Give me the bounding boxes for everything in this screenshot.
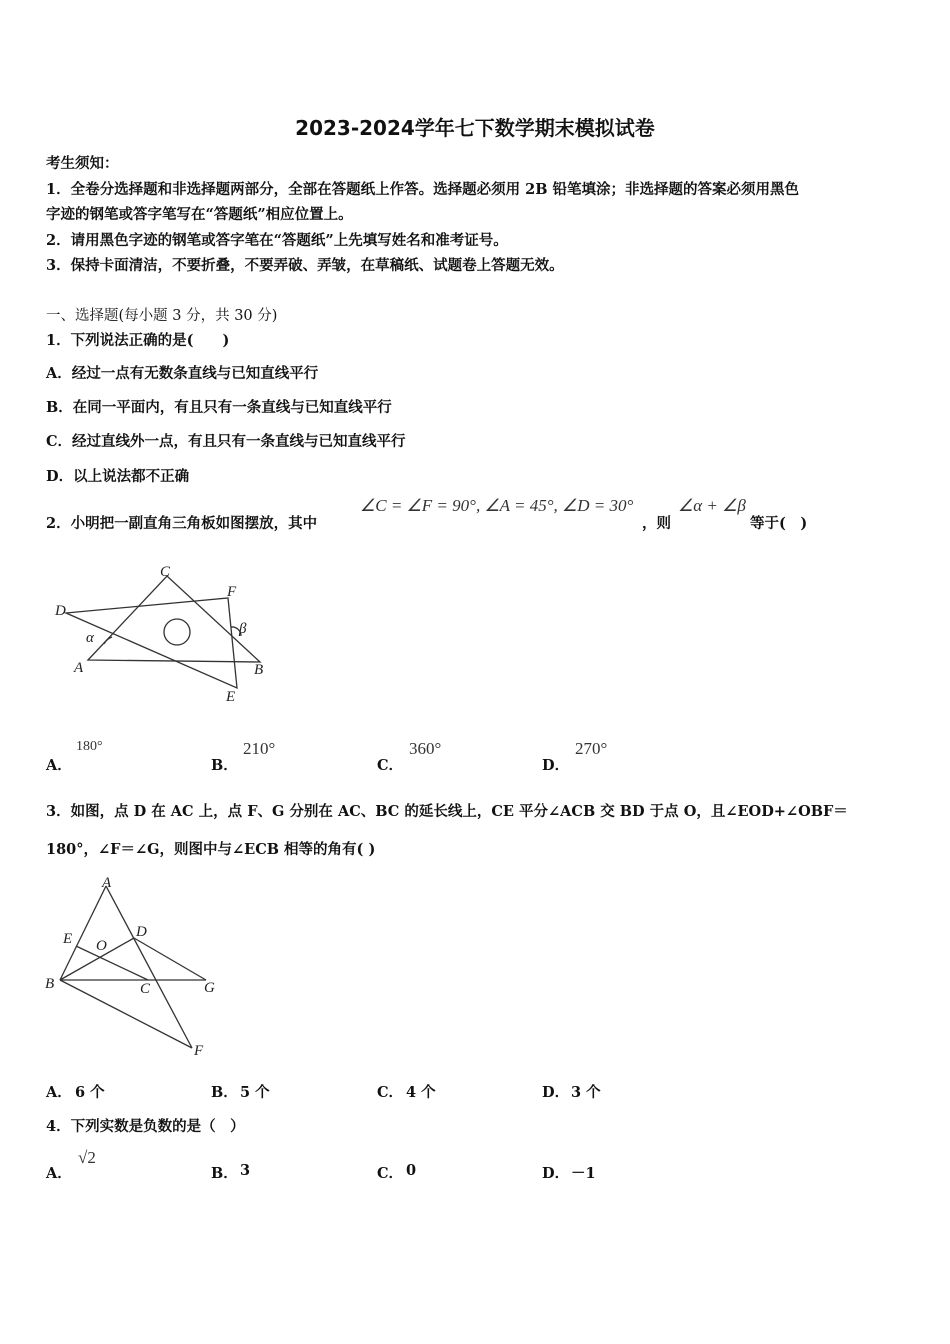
q3-label-o: O [96, 938, 107, 954]
q3-label-c: C [140, 981, 151, 997]
notice-line-1a: 1．全卷分选择题和非选择题两部分，全部在答题纸上作答。选择题必须用 2B 铅笔填涂；非选择题的答案必须用黑色 [46, 181, 800, 198]
q2-option-c-value: 360° [409, 739, 442, 758]
q3-option-c-value: 4 个 [406, 1084, 436, 1101]
q2-label-beta: β [239, 621, 247, 637]
q4-option-d-value: －1 [571, 1165, 596, 1182]
q2-formula-2: ∠α + ∠β [678, 496, 746, 515]
q2-option-a-label: A． [46, 757, 72, 774]
q3-label-g: G [204, 980, 215, 996]
q2-option-b-value: 210° [243, 739, 276, 758]
q4-option-a-value: √2 [78, 1148, 96, 1167]
q2-label-c: C [160, 564, 171, 580]
q3-option-b-label: B． [211, 1084, 238, 1101]
q4-option-c-label: C． [377, 1165, 404, 1182]
q3-option-d-value: 3 个 [571, 1084, 601, 1101]
q3-stem-line-1: 3．如图，点 D 在 AC 上，点 F、G 分别在 AC、BC 的延长线上，CE 平分∠ACB 交 BD 于点 O，且∠EOD+∠OBF＝ [46, 803, 848, 820]
notice-line-1b: 字迹的钢笔或答字笔写在“答题纸”相应位置上。 [46, 206, 353, 223]
q3-figure [40, 872, 230, 1062]
q2-label-d: D [55, 603, 66, 619]
q3-label-b: B [45, 976, 55, 992]
q2-option-d-value: 270° [575, 739, 608, 758]
page-title: 2023-2024学年七下数学期末模拟试卷 [295, 116, 655, 140]
q3-option-b-value: 5 个 [240, 1084, 270, 1101]
q1-option-a: A．经过一点有无数条直线与已知直线平行 [46, 365, 319, 382]
notice-line-2: 2．请用黑色字迹的钢笔或答字笔在“答题纸”上先填写姓名和准考证号。 [46, 232, 508, 249]
q4-stem: 4．下列实数是负数的是（ ） [46, 1118, 245, 1135]
q2-stem-pre: 2．小明把一副直角三角板如图摆放，其中 [46, 515, 318, 532]
q2-label-f: F [227, 584, 237, 600]
q3-option-d-label: D． [542, 1084, 570, 1101]
q3-label-e: E [63, 931, 73, 947]
q4-option-b-value: 3 [240, 1162, 251, 1179]
q4-option-d-label: D． [542, 1165, 570, 1182]
q2-formula: ∠C = ∠F = 90°, ∠A = 45°, ∠D = 30° [360, 496, 634, 515]
notice-line-3: 3．保持卡面清洁，不要折叠，不要弄破、弄皱，在草稿纸、试题卷上答题无效。 [46, 257, 564, 274]
section-heading: 一、选择题(每小题 3 分，共 30 分) [46, 308, 278, 324]
q2-label-alpha: α [86, 630, 94, 646]
q2-option-b-label: B． [211, 757, 238, 774]
q2-label-e: E [226, 689, 236, 705]
q2-figure-circle [164, 619, 190, 645]
q3-label-d: D [136, 924, 147, 940]
q3-label-a: A [102, 875, 112, 891]
q1-option-b: B．在同一平面内，有且只有一条直线与已知直线平行 [46, 399, 392, 416]
q2-figure-triangles [40, 560, 280, 710]
q2-option-c-label: C． [377, 757, 404, 774]
q1-option-c: C．经过直线外一点，有且只有一条直线与已知直线平行 [46, 433, 406, 450]
q2-label-a: A [74, 660, 84, 676]
q1-option-d: D．以上说法都不正确 [46, 468, 190, 485]
q2-stem-post: 等于( ) [750, 515, 808, 532]
q2-option-d-label: D． [542, 757, 570, 774]
q3-line-af [106, 886, 192, 1048]
q3-label-f: F [194, 1043, 204, 1059]
q1-stem: 1．下列说法正确的是( ) [46, 332, 230, 349]
q3-option-a-label: A． [46, 1084, 72, 1101]
q3-line-bf [60, 980, 192, 1048]
q4-option-b-label: B． [211, 1165, 238, 1182]
q4-option-a-label: A． [46, 1165, 72, 1182]
q2-option-a-value: 180° [76, 739, 103, 754]
q3-option-a-value: 6 个 [75, 1084, 105, 1101]
notice-heading: 考生须知： [46, 155, 119, 172]
q3-stem-line-2: 180°，∠F＝∠G，则图中与∠ECB 相等的角有( ) [46, 841, 376, 858]
q4-option-c-value: 0 [406, 1162, 417, 1179]
q3-option-c-label: C． [377, 1084, 404, 1101]
q2-label-b: B [254, 662, 264, 678]
q2-stem-mid: ，则 [642, 515, 671, 532]
